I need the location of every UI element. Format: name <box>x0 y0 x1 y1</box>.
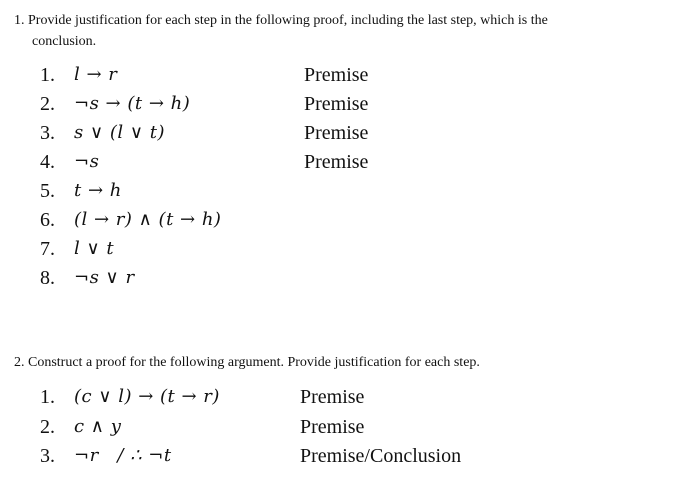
question-1-prompt <box>14 10 669 52</box>
q1-step-number: 3. <box>40 122 55 144</box>
q1-step-number: 6. <box>40 209 55 231</box>
q1-step-expression: ¬s <box>74 151 100 172</box>
question-2-text: Construct a proof for the following argument. Provide justification for each step. <box>28 355 480 370</box>
q1-step-justification: Premise <box>304 64 369 86</box>
q1-step-number: 1. <box>40 64 55 86</box>
q1-step-number: 5. <box>40 180 55 202</box>
q2-step-number: 1. <box>40 386 55 408</box>
q1-step-expression: ¬s → (t → h) <box>74 93 191 114</box>
question-2-number: 2. <box>14 355 25 370</box>
q2-step-expression: ¬r / ∴ ¬t <box>74 445 172 466</box>
question-1-text-line2: conclusion. <box>32 34 97 49</box>
q1-step-expression: t → h <box>74 180 122 201</box>
q1-step-number: 8. <box>40 267 55 289</box>
q1-step-expression: s ∨ (l ∨ t) <box>74 122 166 143</box>
q1-step-number: 2. <box>40 93 55 115</box>
q1-step-justification: Premise <box>304 93 369 115</box>
q2-step-justification: Premise <box>300 416 365 438</box>
question-2-prompt <box>14 352 669 373</box>
q2-step-expression: c ∧ y <box>74 416 122 437</box>
q1-step-number: 7. <box>40 238 55 260</box>
q2-step-justification: Premise/Conclusion <box>300 445 462 467</box>
q1-step-number: 4. <box>40 151 55 173</box>
q1-step-expression: (l → r) ∧ (t → h) <box>74 209 222 230</box>
q1-step-expression: l ∨ t <box>74 238 115 259</box>
q1-step-justification: Premise <box>304 151 369 173</box>
q1-step-justification: Premise <box>304 122 369 144</box>
q1-step-expression: l → r <box>74 64 118 85</box>
question-1-text-line1: Provide justification for each step in the following proof, including the last step, which is the <box>28 13 548 28</box>
q1-step-expression: ¬s ∨ r <box>74 267 135 288</box>
q2-step-number: 3. <box>40 445 55 467</box>
q2-step-justification: Premise <box>300 386 365 408</box>
question-1-number: 1. <box>14 13 25 28</box>
q2-step-expression: (c ∨ l) → (t → r) <box>74 386 220 407</box>
q2-step-number: 2. <box>40 416 55 438</box>
